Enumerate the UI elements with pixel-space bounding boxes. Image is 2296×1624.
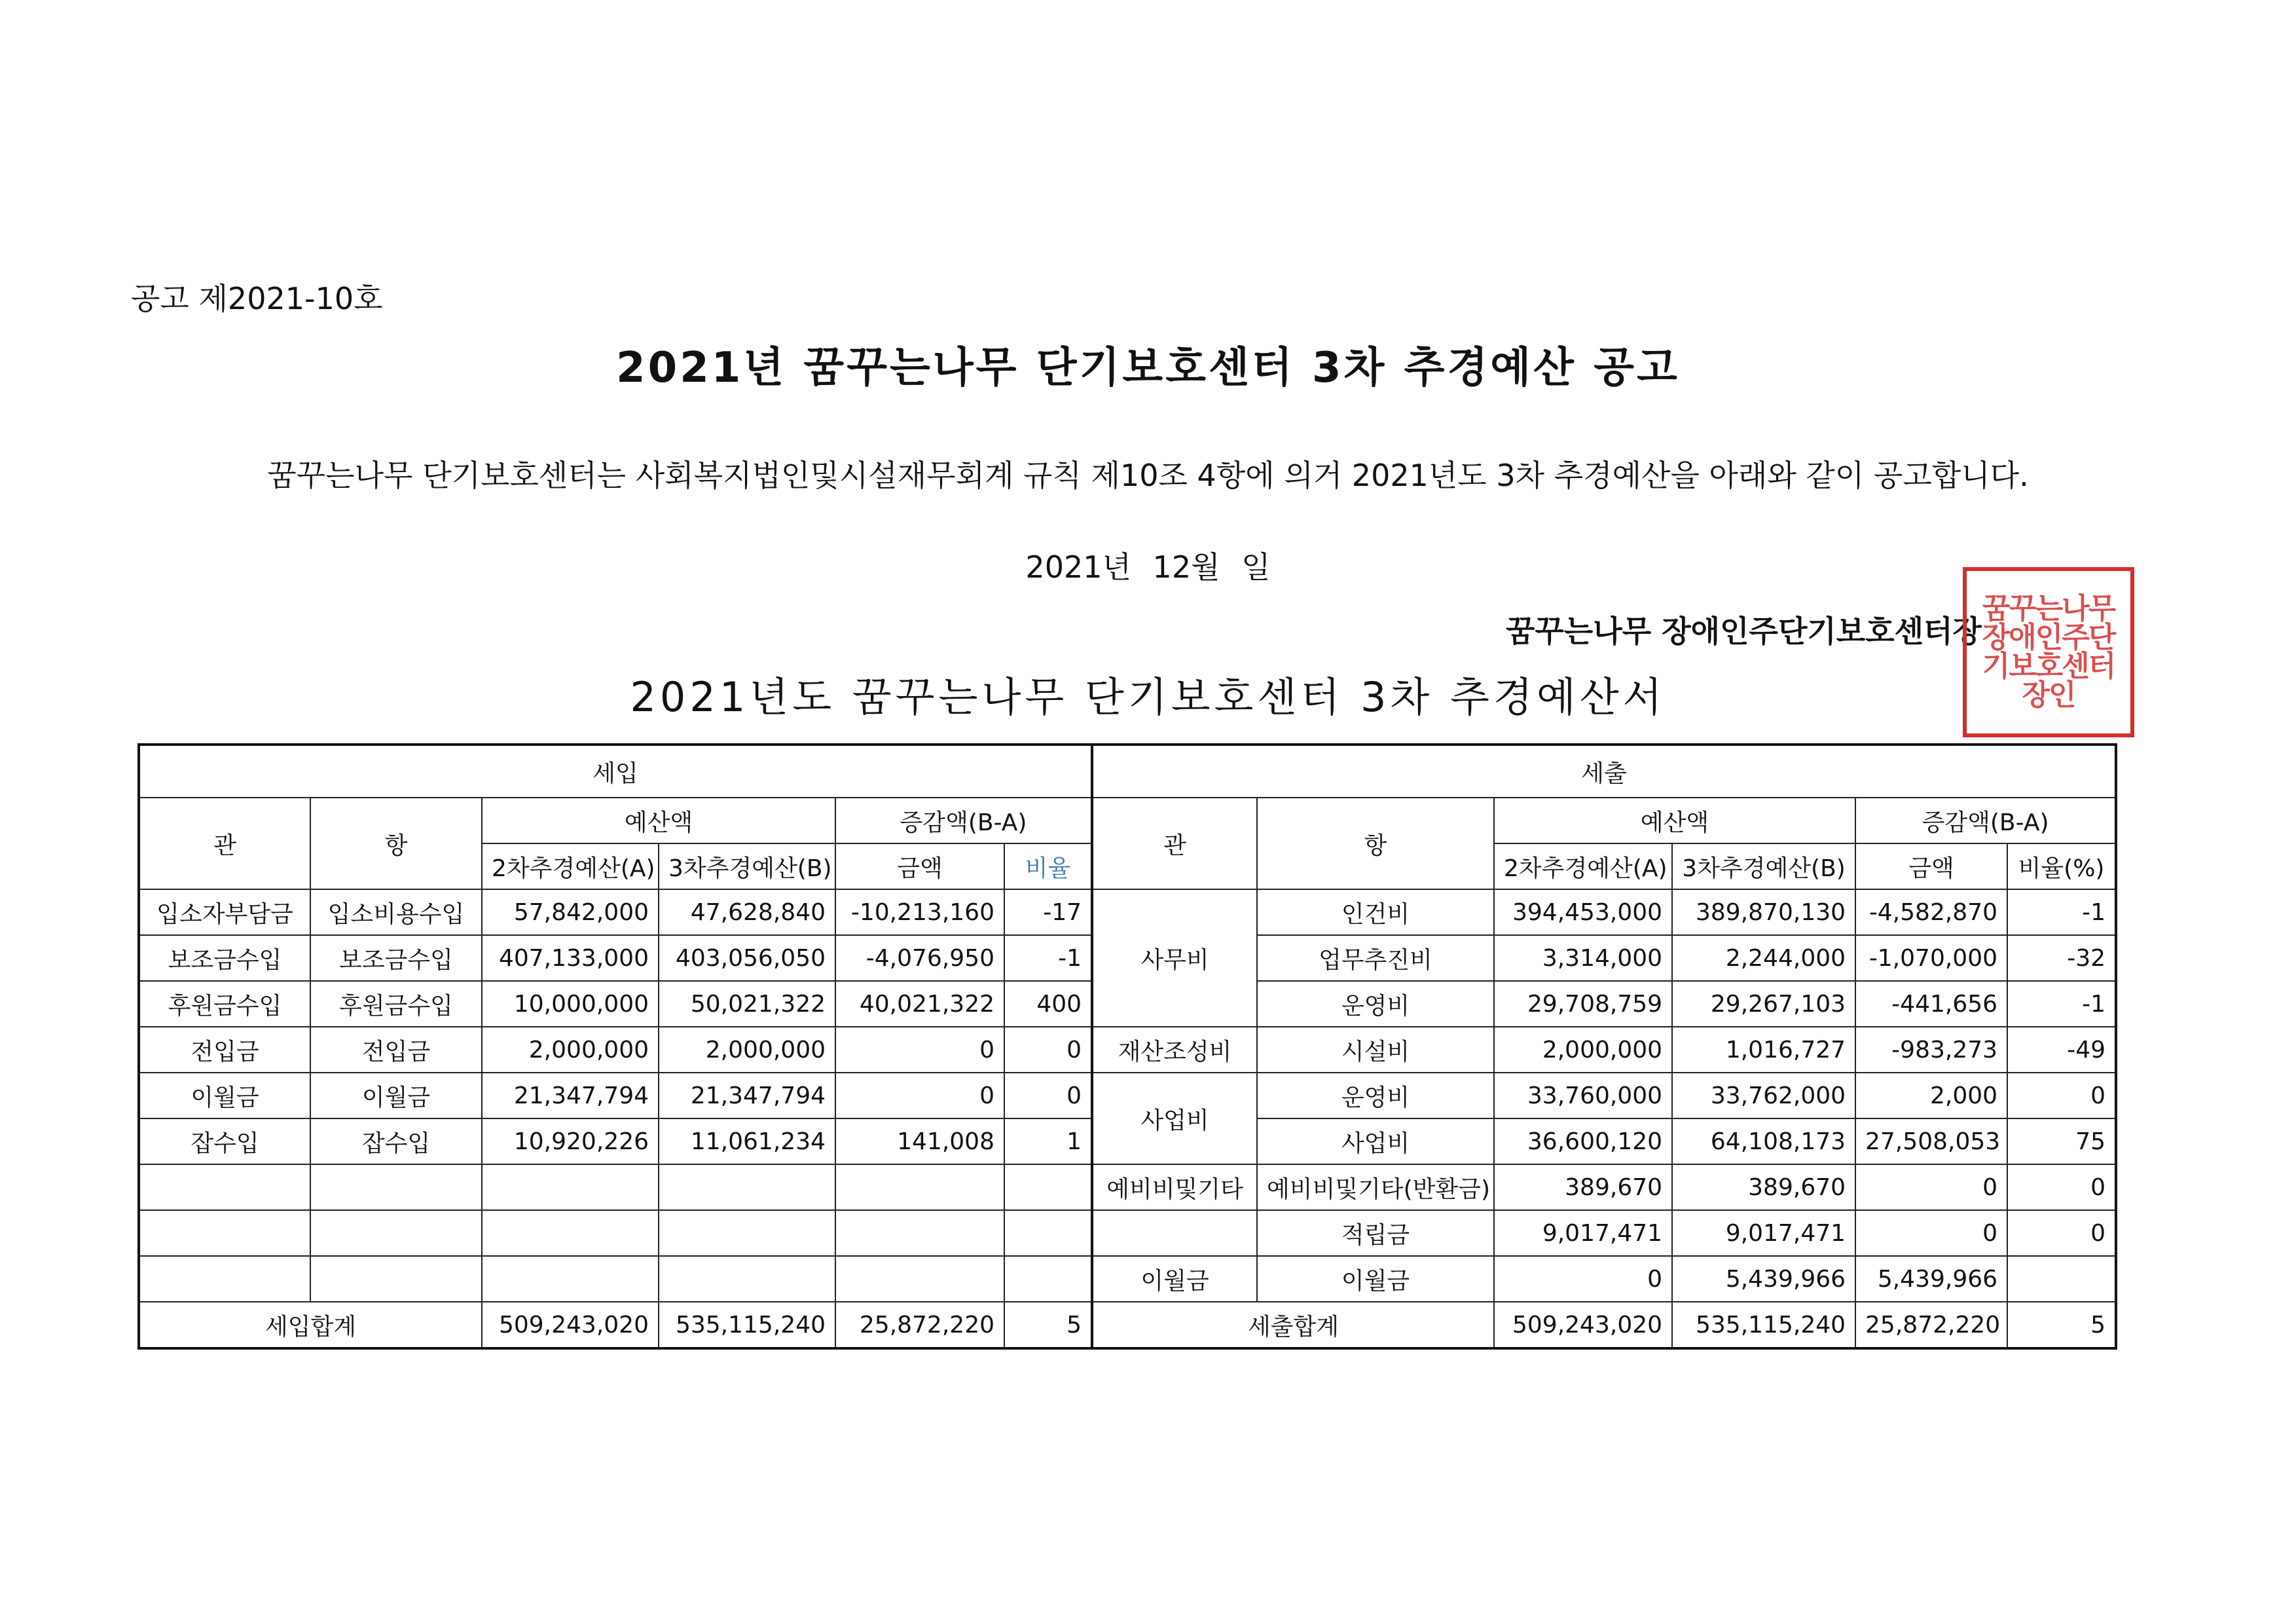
rev-b-cell: 47,628,840 [659, 889, 835, 935]
rev-gwan-cell: 입소자부담금 [139, 889, 310, 935]
rev-gwan-header: 관 [139, 798, 310, 889]
rev-amount-cell: -4,076,950 [835, 935, 1004, 981]
exp-budget-a-header: 2차추경예산(A) [1494, 843, 1672, 889]
rev-empty-cell [835, 1210, 1004, 1256]
exp-total-ratio: 5 [2007, 1302, 2116, 1348]
rev-b-cell: 50,021,322 [659, 981, 835, 1027]
rev-ratio-cell: 1 [1004, 1118, 1092, 1164]
exp-hang-cell: 운영비 [1257, 1073, 1494, 1118]
rev-amount-cell: 0 [835, 1073, 1004, 1118]
rev-empty-cell [482, 1164, 659, 1210]
rev-amount-header: 금액 [835, 843, 1004, 889]
exp-amount-cell: 27,508,053 [1855, 1118, 2007, 1164]
rev-hang-cell: 후원금수입 [310, 981, 482, 1027]
rev-b-cell: 21,347,794 [659, 1073, 835, 1118]
rev-empty-cell [1004, 1164, 1092, 1210]
intro-paragraph: 꿈꾸는나무 단기보호센터는 사회복지법인및시설재무회계 규칙 제10조 4항에 의거 2021년도 3차 추경예산을 아래와 같이 공고합니다. [267, 458, 2029, 493]
rev-ratio-cell: -17 [1004, 889, 1092, 935]
rev-hang-cell: 이월금 [310, 1073, 482, 1118]
seal-lettering: 꿈꾸는나무장애인주단기보호센터장인 [1982, 592, 2115, 712]
exp-gwan-cell: 예비비및기타 [1092, 1164, 1257, 1210]
revenue-section-header: 세입 [139, 745, 1092, 798]
exp-amount-cell: -1,070,000 [1855, 935, 2007, 981]
rev-ratio-cell: 0 [1004, 1027, 1092, 1073]
rev-budget-header: 예산액 [482, 798, 835, 843]
exp-hang-cell: 이월금 [1257, 1256, 1494, 1302]
budget-table [137, 743, 2117, 1350]
exp-ratio-cell [2007, 1256, 2116, 1302]
exp-amount-cell: 2,000 [1855, 1073, 2007, 1118]
exp-hang-cell: 사업비 [1257, 1118, 1494, 1164]
rev-empty-cell [139, 1256, 310, 1302]
exp-ratio-header: 비율(%) [2007, 843, 2116, 889]
rev-empty-cell [835, 1164, 1004, 1210]
exp-a-cell: 36,600,120 [1494, 1118, 1672, 1164]
exp-total-amount: 25,872,220 [1855, 1302, 2007, 1348]
exp-amount-cell: 5,439,966 [1855, 1256, 2007, 1302]
rev-a-cell: 2,000,000 [482, 1027, 659, 1073]
rev-empty-cell [659, 1256, 835, 1302]
rev-hang-cell: 보조금수입 [310, 935, 482, 981]
exp-hang-cell: 예비비및기타(반환금) [1257, 1164, 1494, 1210]
rev-empty-cell [310, 1256, 482, 1302]
rev-ratio-header: 비율 [1004, 843, 1092, 889]
rev-total-amount: 25,872,220 [835, 1302, 1004, 1348]
rev-change-header: 증감액(B-A) [835, 798, 1092, 843]
exp-a-cell: 394,453,000 [1494, 889, 1672, 935]
exp-gwan-cell: 사업비 [1092, 1073, 1257, 1164]
rev-amount-cell: 0 [835, 1027, 1004, 1073]
rev-total-a: 509,243,020 [482, 1302, 659, 1348]
revenue-total-label: 세입합계 [139, 1302, 482, 1348]
exp-b-cell: 29,267,103 [1672, 981, 1855, 1027]
exp-ratio-cell: -1 [2007, 981, 2116, 1027]
exp-hang-cell: 시설비 [1257, 1027, 1494, 1073]
column-header-row [139, 798, 2116, 843]
table-row [139, 1164, 2116, 1210]
rev-budget-a-header: 2차추경예산(A) [482, 843, 659, 889]
exp-ratio-cell: 0 [2007, 1073, 2116, 1118]
exp-budget-header: 예산액 [1494, 798, 1855, 843]
expense-section-header: 세출 [1092, 745, 2116, 798]
exp-a-cell: 33,760,000 [1494, 1073, 1672, 1118]
rev-total-b: 535,115,240 [659, 1302, 835, 1348]
exp-ratio-cell: 75 [2007, 1118, 2116, 1164]
exp-amount-cell: -983,273 [1855, 1027, 2007, 1073]
rev-amount-cell: 40,021,322 [835, 981, 1004, 1027]
rev-budget-b-header: 3차추경예산(B) [659, 843, 835, 889]
rev-gwan-cell: 보조금수입 [139, 935, 310, 981]
table-row [139, 1073, 2116, 1118]
exp-gwan-cell: 사무비 [1092, 889, 1257, 1027]
exp-amount-cell: 0 [1855, 1164, 2007, 1210]
exp-total-a: 509,243,020 [1494, 1302, 1672, 1348]
exp-hang-header: 항 [1257, 798, 1494, 889]
expense-total-label: 세출합계 [1092, 1302, 1494, 1348]
exp-hang-cell: 인건비 [1257, 889, 1494, 935]
exp-b-cell: 33,762,000 [1672, 1073, 1855, 1118]
exp-gwan-cell: 재산조성비 [1092, 1027, 1257, 1073]
rev-ratio-cell: 400 [1004, 981, 1092, 1027]
exp-hang-cell: 업무추진비 [1257, 935, 1494, 981]
rev-hang-cell: 잡수입 [310, 1118, 482, 1164]
rev-gwan-cell: 전입금 [139, 1027, 310, 1073]
rev-empty-cell [659, 1210, 835, 1256]
rev-ratio-cell: -1 [1004, 935, 1092, 981]
rev-gwan-cell: 이월금 [139, 1073, 310, 1118]
exp-change-header: 증감액(B-A) [1855, 798, 2116, 843]
exp-gwan-cell: 이월금 [1092, 1256, 1257, 1302]
table-row [139, 1027, 2116, 1073]
table-row [139, 1256, 2116, 1302]
rev-b-cell: 11,061,234 [659, 1118, 835, 1164]
rev-gwan-cell: 잡수입 [139, 1118, 310, 1164]
rev-empty-cell [835, 1256, 1004, 1302]
rev-a-cell: 21,347,794 [482, 1073, 659, 1118]
document-title: 2021년 꿈꾸는나무 단기보호센터 3차 추경예산 공고 [616, 344, 1680, 392]
notice-number: 공고 제2021-10호 [131, 281, 383, 316]
issuer-name: 꿈꾸는나무 장애인주단기보호센터장 [1506, 614, 1982, 649]
exp-gwan-header: 관 [1092, 798, 1257, 889]
exp-a-cell: 2,000,000 [1494, 1027, 1672, 1073]
exp-a-cell: 29,708,759 [1494, 981, 1672, 1027]
rev-amount-cell: 141,008 [835, 1118, 1004, 1164]
exp-b-cell: 64,108,173 [1672, 1118, 1855, 1164]
exp-amount-header: 금액 [1855, 843, 2007, 889]
rev-gwan-cell: 후원금수입 [139, 981, 310, 1027]
rev-hang-cell: 입소비용수입 [310, 889, 482, 935]
exp-b-cell: 1,016,727 [1672, 1027, 1855, 1073]
rev-empty-cell [310, 1164, 482, 1210]
table-row [139, 1210, 2116, 1256]
notice-date: 2021년 12월 일 [1025, 549, 1271, 585]
exp-total-b: 535,115,240 [1672, 1302, 1855, 1348]
exp-amount-cell: -441,656 [1855, 981, 2007, 1027]
rev-b-cell: 2,000,000 [659, 1027, 835, 1073]
exp-ratio-cell: -49 [2007, 1027, 2116, 1073]
exp-ratio-cell: 0 [2007, 1210, 2116, 1256]
exp-hang-cell: 적립금 [1257, 1210, 1494, 1256]
exp-b-cell: 9,017,471 [1672, 1210, 1855, 1256]
rev-a-cell: 407,133,000 [482, 935, 659, 981]
exp-a-cell: 9,017,471 [1494, 1210, 1672, 1256]
rev-a-cell: 10,920,226 [482, 1118, 659, 1164]
rev-empty-cell [659, 1164, 835, 1210]
exp-budget-b-header: 3차추경예산(B) [1672, 843, 1855, 889]
exp-b-cell: 2,244,000 [1672, 935, 1855, 981]
rev-amount-cell: -10,213,160 [835, 889, 1004, 935]
exp-a-cell: 0 [1494, 1256, 1672, 1302]
rev-empty-cell [1004, 1256, 1092, 1302]
rev-empty-cell [310, 1210, 482, 1256]
rev-empty-cell [139, 1164, 310, 1210]
rev-a-cell: 57,842,000 [482, 889, 659, 935]
rev-a-cell: 10,000,000 [482, 981, 659, 1027]
budget-sheet-title: 2021년도 꿈꾸는나무 단기보호센터 3차 추경예산서 [630, 673, 1666, 721]
rev-b-cell: 403,056,050 [659, 935, 835, 981]
rev-hang-cell: 전입금 [310, 1027, 482, 1073]
rev-empty-cell [1004, 1210, 1092, 1256]
exp-amount-cell: -4,582,870 [1855, 889, 2007, 935]
rev-empty-cell [139, 1210, 310, 1256]
exp-ratio-cell: -1 [2007, 889, 2116, 935]
rev-total-ratio: 5 [1004, 1302, 1092, 1348]
exp-b-cell: 389,870,130 [1672, 889, 1855, 935]
exp-ratio-cell: 0 [2007, 1164, 2116, 1210]
exp-hang-cell: 운영비 [1257, 981, 1494, 1027]
exp-a-cell: 3,314,000 [1494, 935, 1672, 981]
rev-hang-header: 항 [310, 798, 482, 889]
section-header-row [139, 745, 2116, 798]
exp-b-cell: 5,439,966 [1672, 1256, 1855, 1302]
rev-ratio-cell: 0 [1004, 1073, 1092, 1118]
rev-empty-cell [482, 1256, 659, 1302]
totals-row [139, 1302, 2116, 1348]
exp-b-cell: 389,670 [1672, 1164, 1855, 1210]
exp-amount-cell: 0 [1855, 1210, 2007, 1256]
table-row [139, 889, 2116, 935]
exp-ratio-cell: -32 [2007, 935, 2116, 981]
exp-gwan-empty-cell [1092, 1210, 1257, 1256]
rev-empty-cell [482, 1210, 659, 1256]
exp-a-cell: 389,670 [1494, 1164, 1672, 1210]
